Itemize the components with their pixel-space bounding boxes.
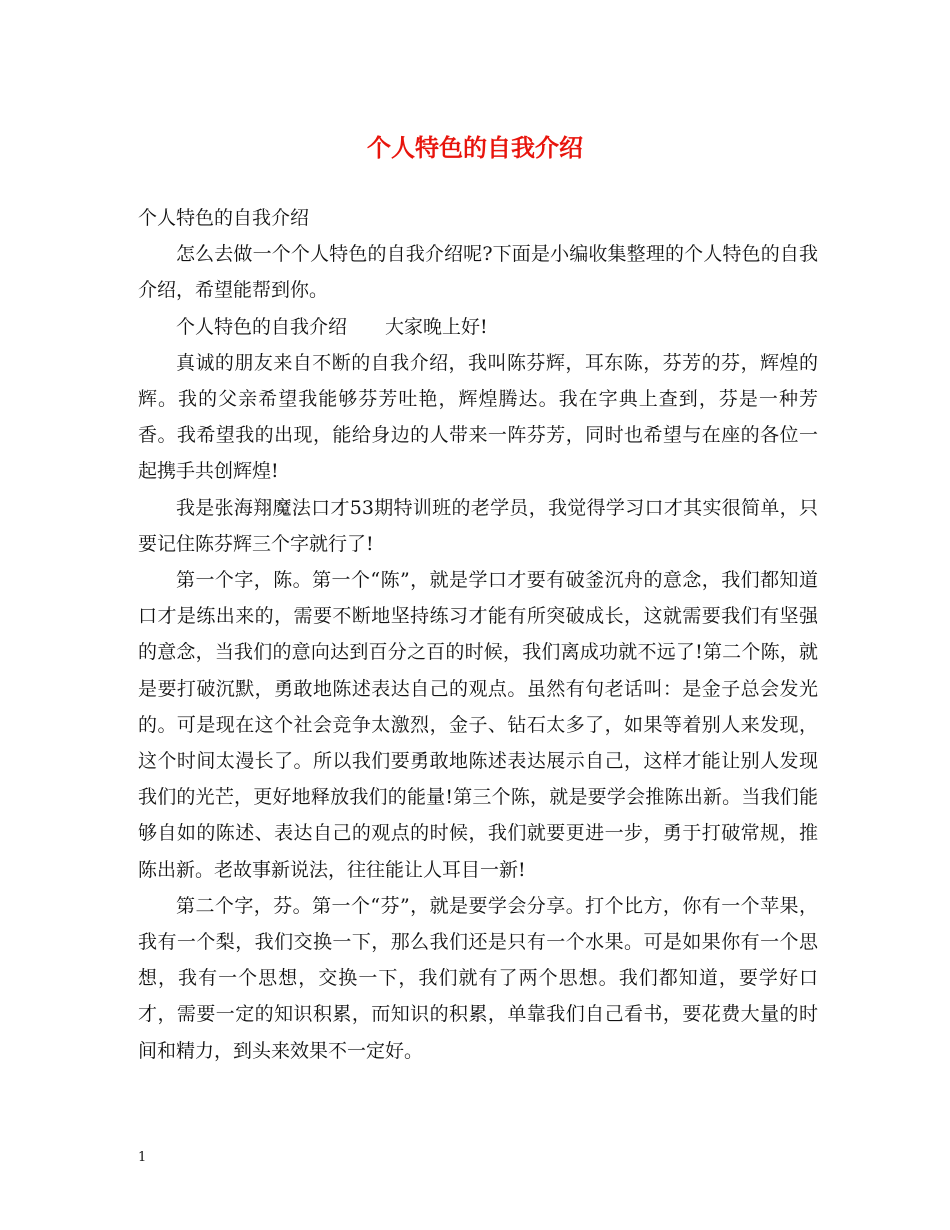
paragraph-first-character: 第一个字，陈。第一个“陈”，就是学口才要有破釜沉舟的意念，我们都知道口才是练出来的，需要不断地坚持练习才能有所突破成长，这就需要我们有坚强的意念，当我们的意向达到百分之百的时候，我们离成功就不远了!第二个陈，就是要打破沉默，勇敢地陈述表达自己的观点。虽然有句老话叫：是金子总会发光的。可是现在这个社会竞争太激烈，金子、钻石太多了，如果等着别人来发现，这个时间太漫长了。所以我们要勇敢地陈述表达展示自己，这样才能让别人发现我们的光芒，更好地释放我们的能量!第三个陈，就是要学会推陈出新。当我们能够自如的陈述、表达自己的观点的时候，我们就要更进一步，勇于打破常规，推陈出新。老故事新说法，往往能让人耳目一新! [138, 569, 818, 881]
paragraph-second-character: 第二个字，芬。第一个“芬”，就是要学会分享。打个比方，你有一个苹果，我有一个梨，我们交换一下，那么我们还是只有一个水果。可是如果你有一个思想，我有一个思想，交换一下，我们就有了两个思想。我们都知道，要学好口才，需要一定的知识积累，而知识的积累，单靠我们自己看书，要花费大量的时间和精力，到头来效果不一定好。 [138, 894, 818, 1062]
paragraph-subtitle: 个人特色的自我介绍 [138, 207, 310, 229]
paragraph-training-class: 我是张海翔魔法口才53期特训班的老学员，我觉得学习口才其实很简单，只要记住陈芬辉三个字就行了! [138, 496, 818, 555]
paragraph-greeting: 个人特色的自我介绍 大家晚上好! [176, 315, 488, 338]
document-title: 个人特色的自我介绍 [367, 133, 583, 162]
paragraph-name-introduction: 真诚的朋友来自不断的自我介绍，我叫陈芬辉，耳东陈，芬芳的芬，辉煌的辉。我的父亲希望我能够芬芳吐艳，辉煌腾达。我在字典上查到，芬是一种芳香。我希望我的出现，能给身边的人带来一阵芬芳，同时也希望与在座的各位一起携手共创辉煌! [138, 351, 818, 483]
paragraph-intro: 怎么去做一个个人特色的自我介绍呢?下面是小编收集整理的个人特色的自我介绍，希望能帮到你。 [138, 243, 818, 302]
page-number: 1 [138, 1150, 147, 1165]
document-body [138, 200, 818, 1069]
